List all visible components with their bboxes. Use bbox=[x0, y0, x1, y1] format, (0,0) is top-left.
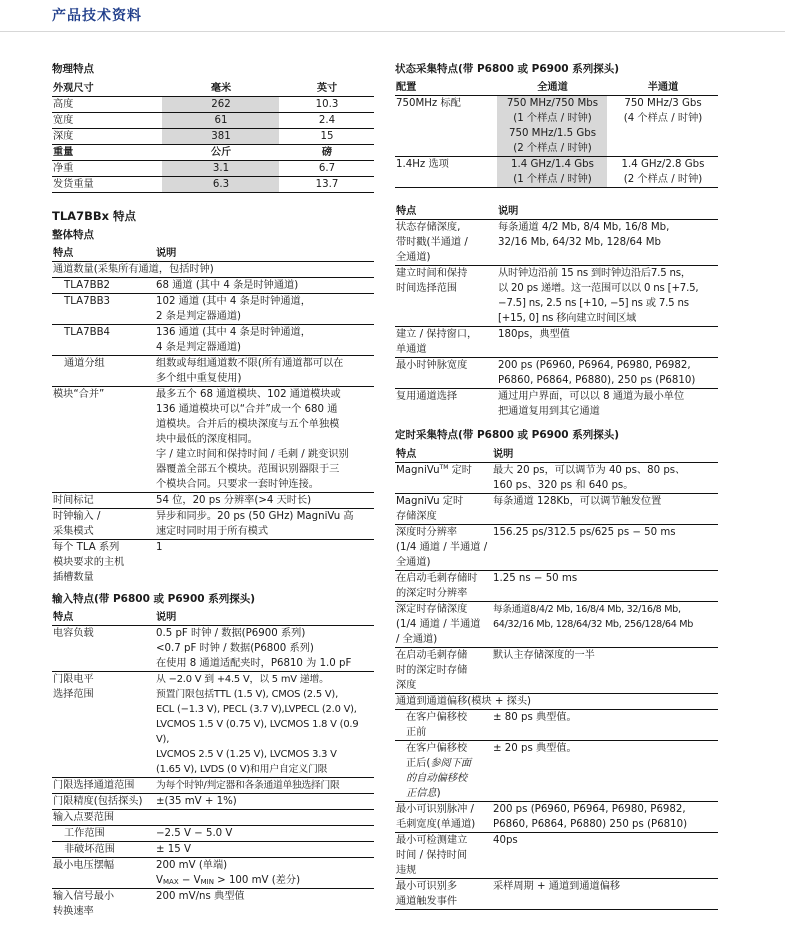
setup-hold-label: 建立时间和保持 bbox=[396, 268, 468, 279]
merge-label: 模块“合并” bbox=[52, 387, 155, 493]
grouping-desc: 组数或每组通道数不限(所有通道都可以在 bbox=[156, 358, 344, 369]
skew-before-label: 在客户偏移校 bbox=[406, 712, 468, 723]
mm-head: 毫米 bbox=[162, 81, 279, 97]
net-weight-label: 净重 bbox=[52, 161, 162, 177]
window-label: 建立 / 保持窗口， bbox=[396, 329, 478, 340]
header-divider bbox=[0, 31, 785, 32]
min-separation-label: 最小可识别多 bbox=[396, 881, 458, 892]
timing-table: 特点 说明 MagniVu™ 定时 最大 20 ps，可以调节为 40 ps、80 ps、 160 ps、320 ps 和 640 ps。 MagniVu 定时 存储深度 每条通道 128Kb，可以调节触发位置 深度时分辨率 (1/4 通道 / 半通道 / 全通道) 156.25 ps/312.5 ps/625 ps − 50 ms 在启动毛刺存储时 的深定时分辨率 1.25 ns − 50 ms 深定时存储深度 (1/4 通道 / 半通道 / 全通道) 每条通道8/4/2 Mb, 16/8/4 Mb, 32/16/8 Mb, 64/32/16 Mb, 128/64/32 Mb, 256/128/64 Mb 在启动毛刺存储 时的深定时存储 深度 默认主存储深度的一半 通道到通道偏移(模块 + 探头) 在客户偏移校 正前 ± 80 ps 典型值。 在客户偏移校 正后(参阅下面 的自动偏移校 正信息) ± 20 ps 典型值。 最小可识别脉冲 / 毛刺宽度(单通道) 200 ps (P6960, P6964, P6980, P6982, P6860, P6864, P6880) 250 ps (P6810) 最小可检测建立 时间 / 保持时间 违规 40ps 最小可识别多 通道触发事件 采样周期 + 通道到通道偏移 bbox=[395, 447, 718, 910]
state-feature-table: 特点 说明 状态存储深度, 带时戳(半通道 / 全通道) 每条通道 4/2 Mb, 8/4 Mb, 16/8 Mb, 32/16 Mb, 64/32 Mb, 128/64 Mb 建立时间和保持 时间选择范围 从时钟边沿前 15 ns 到时钟边沿后7.5 ns， 以 20 ps 递增。这一范围可以以 0 ns [+7.5, −7.5] ns, 2.5 ns [+10, −5] ns 或 7.5 ns [+15, 0] ns 移向建立时间区域 建立 / 保持窗口， 单通道 180ps，典型值 最小时钟脉宽度 200 ps (P6960, P6964, P6980, P6982, P6860, P6864, P6880), 250 ps (P6810) 复用通道选择 通过用户界面，可以以 8 通道为最小单位 把通道复用到其它通道 bbox=[395, 204, 718, 419]
timing-title: 定时采集特点(带 P6800 或 P6900 系列探头) bbox=[395, 429, 620, 441]
bb4-label: TLA7BB4 bbox=[52, 325, 155, 356]
opt-14-label: 1.4Hz 选项 bbox=[395, 157, 497, 188]
std-750-half: 750 MHz/3 Gbs bbox=[624, 98, 702, 109]
st-head-feature: 特点 bbox=[395, 204, 497, 220]
page-header-title: 产品技术资料 bbox=[52, 8, 142, 24]
ov-head-desc: 说明 bbox=[155, 246, 374, 262]
slots-value: 1 bbox=[156, 542, 163, 553]
magnivu-desc: 最大 20 ps，可以调节为 40 ps、80 ps、 bbox=[493, 465, 686, 476]
skew-after-desc: ± 20 ps 典型值。 bbox=[492, 741, 718, 802]
net-weight-lb: 6.7 bbox=[279, 161, 374, 177]
channel-count-label: 通道数量(采集所有通道，包括时钟) bbox=[52, 262, 374, 278]
min-separation-desc: 采样周期 + 通道到通道偏移 bbox=[492, 879, 718, 910]
depth-mm: 381 bbox=[162, 129, 279, 145]
bb3-label: TLA7BB3 bbox=[52, 294, 155, 325]
skew-after-label: 在客户偏移校 bbox=[406, 743, 468, 754]
ship-weight-kg: 6.3 bbox=[162, 177, 279, 193]
nondestructive-desc: ± 15 V bbox=[155, 842, 374, 858]
weight-head: 重量 bbox=[52, 145, 162, 161]
width-label: 宽度 bbox=[52, 113, 162, 129]
opt-14-half: 1.4 GHz/2.8 Gbs bbox=[621, 159, 705, 170]
in-head-desc: 说明 bbox=[155, 610, 374, 626]
magnivu-label: MagniVu bbox=[396, 465, 440, 476]
glitch-res-label: 在启动毛刺存储时 bbox=[396, 573, 478, 584]
lb-head: 磅 bbox=[279, 145, 374, 161]
height-in: 10.3 bbox=[279, 97, 374, 113]
threshold-range-label: 门限电平 bbox=[53, 674, 94, 685]
magnivu-depth-desc: 每条通道 128Kb，可以调节触发位置 bbox=[492, 494, 718, 525]
slew-desc: 200 mV/ns 典型值 bbox=[156, 891, 245, 902]
deep-res-desc: 156.25 ps/312.5 ps/625 ps − 50 ms bbox=[492, 525, 718, 571]
glitch-depth-label: 在启动毛刺存储 bbox=[396, 650, 468, 661]
input-title: 输入特点(带 P6800 或 P6900 系列探头) bbox=[52, 593, 256, 605]
inch-head: 英寸 bbox=[279, 81, 374, 97]
grouping-label: 通道分组 bbox=[52, 356, 155, 387]
ov-head-feature: 特点 bbox=[52, 246, 155, 262]
nondestructive-label: 非破坏范围 bbox=[52, 842, 155, 858]
min-glitch-label: 最小可识别脉冲 / bbox=[396, 804, 474, 815]
min-swing-desc: 200 mV (单端) bbox=[156, 860, 228, 871]
ship-weight-label: 发货重量 bbox=[52, 177, 162, 193]
std-750-label: 750MHz 标配 bbox=[395, 96, 497, 157]
st-head-desc: 说明 bbox=[497, 204, 718, 220]
capacitance-label: 电容负载 bbox=[52, 626, 155, 672]
width-in: 2.4 bbox=[279, 113, 374, 129]
min-setup-label: 最小可检测建立 bbox=[396, 835, 468, 846]
threshold-select-desc: 为每个时钟/判定器和各条通道单独选择门限 bbox=[155, 778, 374, 794]
min-setup-desc: 40ps bbox=[492, 833, 718, 879]
state-depth-label: 状态存储深度, bbox=[396, 222, 461, 233]
mux-label: 复用通道选择 bbox=[396, 391, 458, 402]
slew-label: 输入信号最小 bbox=[53, 891, 115, 902]
state-config-table: 配置 全通道 半通道 750MHz 标配 750 MHz/750 Mbs (1 个样点 / 时钟) 750 MHz/1.5 Gbs (2 个样点 / 时钟) 750 MHz/3 Gbs (4 个样点 / 时钟) 1.4Hz 选项 1.4 GHz/1.4 Gbs (1 个样点 / 时钟) 1.4 GHz/2.8 Gbs (2 个样点 / 时钟) bbox=[395, 80, 718, 188]
threshold-range-desc: 从 −2.0 V 到 +4.5 V，以 5 mV 递增。 bbox=[156, 674, 329, 685]
clocking-desc: 异步和同步。20 ps (50 GHz) MagniVu 高 bbox=[156, 511, 354, 522]
threshold-select-label: 门限选择通道范围 bbox=[52, 778, 155, 794]
operating-range-desc: −2.5 V − 5.0 V bbox=[155, 826, 374, 842]
clocking-label: 时钟输入 / bbox=[53, 511, 101, 522]
threshold-accuracy-desc: ±(35 mV + 1%) bbox=[155, 794, 374, 810]
skew-before-desc: ± 80 ps 典型值。 bbox=[492, 710, 718, 741]
ship-weight-lb: 13.7 bbox=[279, 177, 374, 193]
physical-table bbox=[52, 81, 374, 193]
config-head: 配置 bbox=[395, 80, 497, 96]
window-desc: 180ps，典型值 bbox=[497, 327, 718, 358]
kg-head: 公斤 bbox=[162, 145, 279, 161]
threshold-accuracy-label: 门限精度(包括探头) bbox=[52, 794, 155, 810]
mux-desc: 通过用户界面，可以以 8 通道为最小单位 bbox=[498, 391, 685, 402]
tm-head-desc: 说明 bbox=[492, 447, 718, 463]
min-clock-pulse-desc: 200 ps (P6960, P6964, P6980, P6982, bbox=[498, 360, 691, 371]
timestamp-label: 时间标记 bbox=[52, 493, 155, 509]
in-head-feature: 特点 bbox=[52, 610, 155, 626]
merge-desc: 最多五个 68 通道模块、102 通道模块或 bbox=[156, 389, 341, 400]
std-750-full: 750 MHz/750 Mbs bbox=[506, 98, 599, 109]
operating-range-label: 工作范围 bbox=[52, 826, 155, 842]
dim-head: 外观尺寸 bbox=[52, 81, 162, 97]
deep-res-label: 深度时分辨率 bbox=[396, 527, 458, 538]
right-column bbox=[395, 62, 718, 910]
half-channel-head: 半通道 bbox=[607, 80, 718, 96]
deep-depth-desc: 每条通道8/4/2 Mb, 16/8/4 Mb, 32/16/8 Mb, bbox=[493, 604, 681, 615]
bb2-desc: 68 通道 (其中 4 条是时钟通道) bbox=[155, 278, 374, 294]
skew-label: 通道到通道偏移(模块 + 探头) bbox=[395, 694, 718, 710]
input-table: 特点 说明 电容负载 0.5 pF 时钟 / 数据(P6900 系列) <0.7 pF 时钟 / 数据(P6800 系列) 在使用 8 通道适配夹时，P6810 为 1.0 pF 门限电平 选择范围 从 −2.0 V 到 +4.5 V，以 5 mV 递增。 预置门限包括TTL (1.5 V), CMOS (2.5 V), ECL (−1.3 V), PECL (3.7 V),LVPECL (2.0 V), LVCMOS 1.5 V (0.75 V), LVCMOS 1.8 V (0.9 V), LVCMOS 2.5 V (1.25 V), LVCMOS 3.3 V (1.65 V), LVDS (0 V)和用户自定义门限 门限选择通道范围 为每个时钟/判定器和各条通道单独选择门限 门限精度(包括探头) ±(35 mV + 1%) 输入点要范围 工作范围 −2.5 V − 5.0 V 非破坏范围 ± 15 V 最小电压摆幅 200 mV (单端) $V_{MAX} - V_{MIN} > 100$ mV (差分) 输入信号最小 转换速率 200 mV/ns 典型值 bbox=[52, 610, 374, 919]
bb2-label: TLA7BB2 bbox=[52, 278, 155, 294]
slots-label: 每个 TLA 系列 bbox=[53, 542, 120, 553]
input-range-label: 输入点要范围 bbox=[52, 810, 374, 826]
net-weight-kg: 3.1 bbox=[162, 161, 279, 177]
full-channel-head: 全通道 bbox=[497, 80, 607, 96]
magnivu-depth-label: MagniVu 定时 bbox=[396, 496, 464, 507]
timestamp-desc: 54 位，20 ps 分辨率(>4 天时长) bbox=[155, 493, 374, 509]
depth-in: 15 bbox=[279, 129, 374, 145]
bb3-desc: 102 通道 (其中 4 条是时钟通道， bbox=[156, 296, 311, 307]
capacitance-desc: 0.5 pF 时钟 / 数据(P6900 系列) bbox=[156, 628, 306, 639]
height-label: 高度 bbox=[52, 97, 162, 113]
glitch-depth-desc: 默认主存储深度的一半 bbox=[492, 648, 718, 694]
physical-title: 物理特点 bbox=[52, 63, 94, 75]
setup-hold-desc: 从时钟边沿前 15 ns 到时钟边沿后7.5 ns， bbox=[498, 268, 691, 279]
glitch-res-desc: 1.25 ns − 50 ms bbox=[492, 571, 718, 602]
min-clock-pulse-label: 最小时钟脉宽度 bbox=[395, 358, 497, 389]
overall-table: 特点 说明 通道数量(采集所有通道，包括时钟) TLA7BB2 68 通道 (其中 4 条是时钟通道) TLA7BB3 102 通道 (其中 4 条是时钟通道， 2 条是判定器通道) TLA7BB4 136 通道 (其中 4 条是时钟通道， 4 条是判定器通道) 通道分组 组数或每组通道数不限(所有通道都可以在 多个组中重复使用) 模块“合并” 最多五个 68 通道模块、102 通道模块或 136 通道模块可以“合并”成一个 680 通 道模块。合并后的模块深度与五个单独模 块中最低的深度相同。 字 / 建立时间和保持时间 / 毛刺 / 跳变识别 器覆盖全部五个模块。范围识别器限于三 个模块合同。只要求一套时钟连接。 时间标记 54 位，20 ps 分辨率(>4 天时长) 时钟输入 / 采集模式 异步和同步。20 ps (50 GHz) MagniVu 高 速定时同时用于所有模式 每个 TLA 系列 模块要求的主机 插槽数量 1 bbox=[52, 246, 374, 585]
min-glitch-desc: 200 ps (P6960, P6964, P6980, P6982, bbox=[493, 804, 686, 815]
deep-depth-label: 深定时存储深度 bbox=[396, 604, 468, 615]
bb4-desc: 136 通道 (其中 4 条是时钟通道， bbox=[156, 327, 311, 338]
depth-label: 深度 bbox=[52, 129, 162, 145]
tla-title: TLA7BBx 特点 bbox=[52, 209, 137, 223]
state-depth-desc: 每条通道 4/2 Mb, 8/4 Mb, 16/8 Mb, bbox=[498, 222, 670, 233]
opt-14-full: 1.4 GHz/1.4 Gbs bbox=[511, 159, 594, 170]
tm-head-feature: 特点 bbox=[395, 447, 492, 463]
left-column bbox=[52, 62, 374, 919]
state-title: 状态采集特点(带 P6800 或 P6900 系列探头) bbox=[395, 63, 620, 75]
width-mm: 61 bbox=[162, 113, 279, 129]
overall-title: 整体特点 bbox=[52, 229, 94, 241]
height-mm: 262 bbox=[162, 97, 279, 113]
min-swing-label: 最小电压摆幅 bbox=[52, 858, 155, 889]
